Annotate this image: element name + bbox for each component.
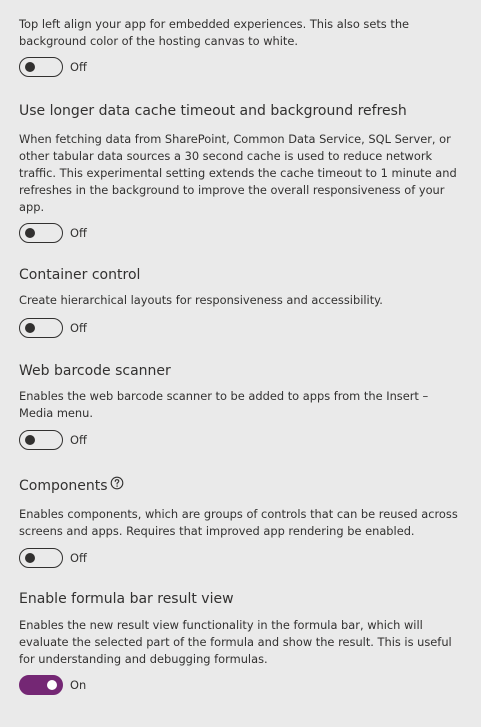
setting-components [19,476,464,568]
toggle-knob [25,553,35,563]
setting-data-cache [19,102,464,243]
setting-title: Web barcode scanner [19,363,171,379]
setting-title-row [19,476,464,495]
setting-description: Create hierarchical layouts for responsiveness and accessibility. [19,293,383,307]
setting-embedded-align [19,16,464,77]
toggle-state-label: Off [70,226,87,240]
setting-description: When fetching data from SharePoint, Common Data Service, SQL Server, or other tabular data sources a 30 second cache is used to reduce network traffic. This experimental setting extends the cache timeout to 1 minute and refreshes in the background to improve the overall responsiveness of your app. [19,132,457,214]
toggle-row [19,223,464,243]
toggle-knob [25,323,35,333]
container-control-toggle[interactable] [19,318,63,338]
toggle-knob [25,228,35,238]
toggle-knob [25,62,35,72]
setting-description: Enables the web barcode scanner to be added to apps from the Insert – Media menu. [19,389,429,420]
setting-title: Components [19,477,108,494]
toggle-row [19,548,464,568]
embedded-align-toggle[interactable] [19,57,63,77]
setting-description: Top left align your app for embedded experiences. This also sets the background color of the hosting canvas to white. [19,17,410,48]
toggle-state-label: Off [70,321,87,335]
web-barcode-scanner-toggle[interactable] [19,430,63,450]
toggle-row [19,430,464,450]
setting-title: Use longer data cache timeout and background refresh [19,103,407,119]
toggle-state-label: On [70,678,87,692]
toggle-row [19,318,464,338]
toggle-state-label: Off [70,60,87,74]
setting-title: Enable formula bar result view [19,591,234,607]
formula-bar-result-view-toggle[interactable] [19,675,63,695]
toggle-row [19,675,464,695]
setting-container-control [19,266,464,338]
question-circle-icon[interactable] [110,476,124,495]
setting-description: Enables components, which are groups of controls that can be reused across screens and apps. Requires that improved app rendering be enabled. [19,507,458,538]
toggle-knob [47,680,57,690]
components-toggle[interactable] [19,548,63,568]
toggle-knob [25,435,35,445]
setting-formula-bar-result-view [19,590,464,695]
setting-web-barcode-scanner [19,362,464,450]
setting-title: Container control [19,267,141,283]
data-cache-toggle[interactable] [19,223,63,243]
toggle-state-label: Off [70,433,87,447]
toggle-state-label: Off [70,551,87,565]
setting-description: Enables the new result view functionality in the formula bar, which will evaluate the selected part of the formula and show the result. This is useful for understanding and debugging formulas. [19,618,452,666]
toggle-row [19,57,464,77]
